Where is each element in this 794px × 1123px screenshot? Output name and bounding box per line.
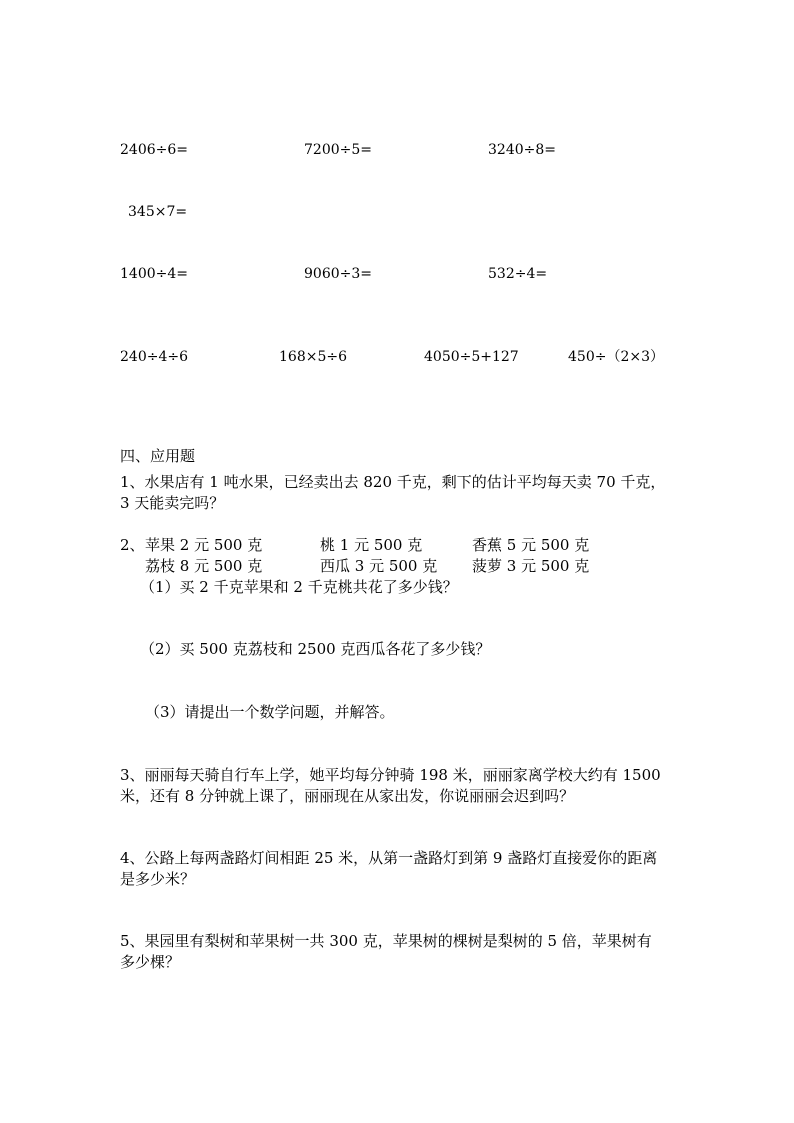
calc-240-div-4-div-6: 240÷4÷6 (120, 349, 188, 365)
q5-line2: 多少棵？ (120, 953, 181, 971)
q1-line2: 3 天能卖完吗？ (120, 494, 225, 512)
calc-532-div-4: 532÷4= (488, 266, 548, 282)
q2-price-peach: 桃 1 元 500 克 (320, 536, 423, 554)
calc-3240-div-8: 3240÷8= (488, 142, 556, 158)
calc-9060-div-3: 9060÷3= (304, 266, 372, 282)
q2-sub2: （2）买 500 克荔枝和 2500 克西瓜各花了多少钱？ (140, 640, 491, 658)
q4-line1: 4、公路上每两盏路灯间相距 25 米，从第一盏路灯到第 9 盏路灯直接爱你的距离 (120, 849, 658, 867)
calc-2406-div-6: 2406÷6= (120, 142, 188, 158)
q3-line2: 米，还有 8 分钟就上课了，丽丽现在从家出发，你说丽丽会迟到吗？ (120, 787, 575, 805)
q2-price-banana: 香蕉 5 元 500 克 (472, 536, 590, 554)
q2-sub1: （1）买 2 千克苹果和 2 千克桃共花了多少钱？ (140, 578, 458, 596)
calc-345-times-7: 345×7= (128, 204, 188, 220)
q4-line2: 是多少米？ (120, 870, 196, 888)
q2-price-pineapple: 菠萝 3 元 500 克 (472, 557, 590, 575)
calc-450-div-2-times-3: 450÷（2×3） (568, 349, 664, 365)
q2-price-lychee: 荔枝 8 元 500 克 (145, 557, 263, 575)
q2-price-apple: 苹果 2 元 500 克 (145, 536, 263, 554)
section-title: 四、应用题 (120, 447, 196, 465)
q2-prefix: 2、 (120, 536, 145, 554)
calc-4050-div-5-plus-127: 4050÷5+127 (424, 349, 519, 365)
q2-price-watermelon: 西瓜 3 元 500 克 (320, 557, 438, 575)
calc-168-times-5-div-6: 168×5÷6 (279, 349, 347, 365)
q1-line1: 1、水果店有 1 吨水果，已经卖出去 820 千克，剩下的估计平均每天卖 70 千克， (120, 473, 666, 491)
calc-1400-div-4: 1400÷4= (120, 266, 188, 282)
q5-line1: 5、果园里有梨树和苹果树一共 300 克，苹果树的棵树是梨树的 5 倍，苹果树有 (120, 932, 652, 950)
q3-line1: 3、丽丽每天骑自行车上学，她平均每分钟骑 198 米，丽丽家离学校大约有 1500 (120, 766, 661, 784)
calc-7200-div-5: 7200÷5= (304, 142, 372, 158)
q2-sub3: （3）请提出一个数学问题，并解答。 (145, 703, 395, 721)
